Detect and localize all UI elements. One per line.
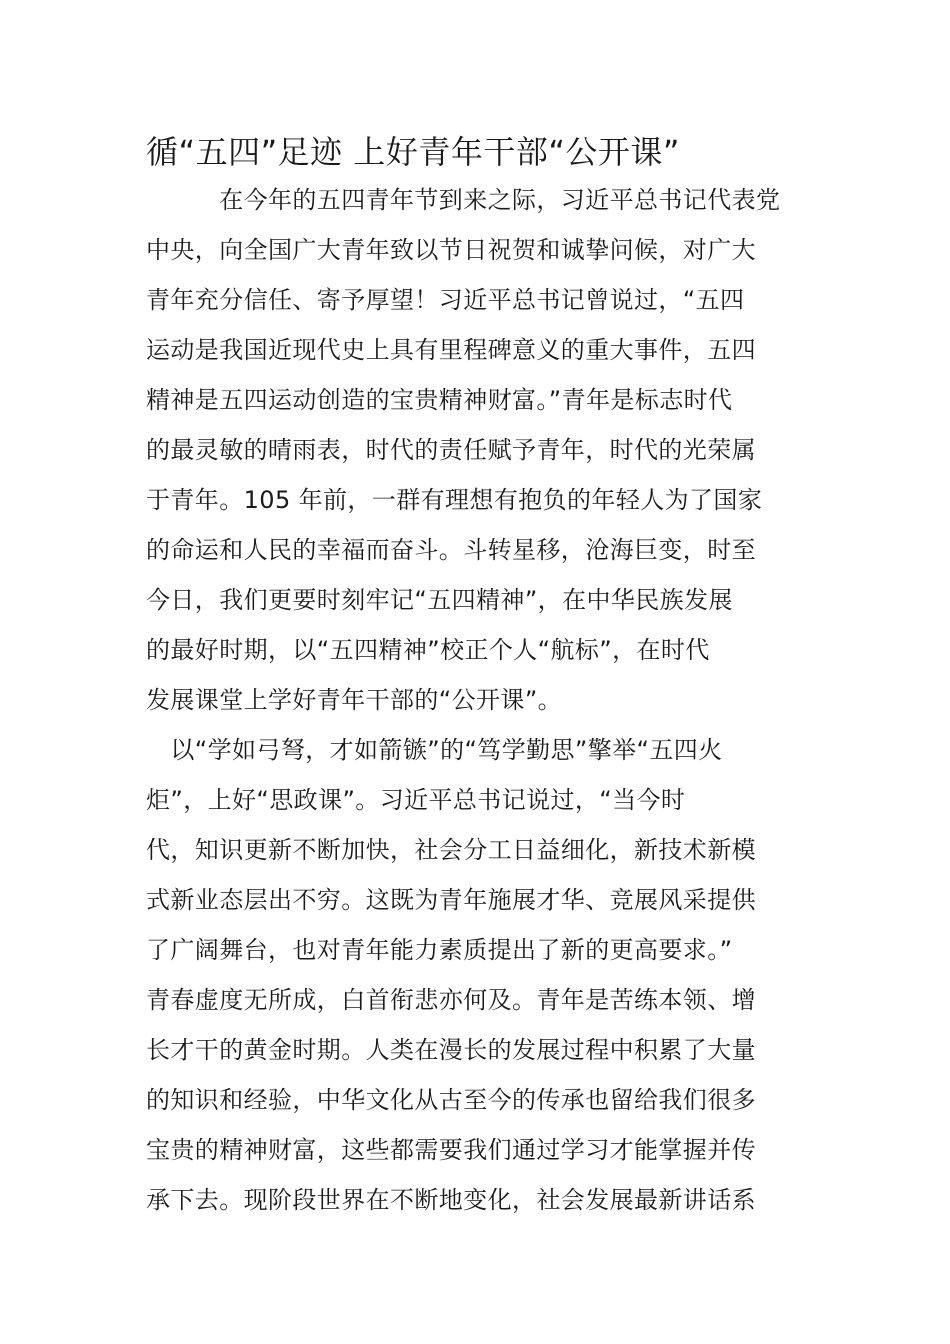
body-line: 代，知识更新不断加快，社会分工日益细化，新技术新模: [146, 836, 756, 864]
body-line: 青春虚度无所成，白首衔悲亦何及。青年是苦练本领、增: [146, 986, 756, 1014]
body-line: 于青年。105 年前，一群有理想有抱负的年轻人为了国家: [146, 486, 763, 514]
body-line: 宝贵的精神财富，这些都需要我们通过学习才能掌握并传: [146, 1136, 756, 1164]
body-line: 以“学如弓弩，才如箭镞”的“笃学勤思”擎举“五四火: [146, 736, 723, 764]
body-line: 的知识和经验，中华文化从古至今的传承也留给我们很多: [146, 1086, 756, 1114]
body-line: 精神是五四运动创造的宝贵精神财富。”青年是标志时代: [146, 386, 733, 414]
body-line: 炬”，上好“思政课”。习近平总书记说过，“当今时: [146, 786, 686, 814]
body-line: 的最好时期，以“五四精神”校正个人“航标”，在时代: [146, 636, 710, 664]
body-line: 承下去。现阶段世界在不断地变化，社会发展最新讲话系: [146, 1186, 756, 1214]
body-line: 中央，向全国广大青年致以节日祝贺和诚挚问候，对广大: [146, 236, 756, 264]
body-line: 发展课堂上学好青年干部的“公开课”。: [146, 686, 563, 714]
body-line: 长才干的黄金时期。人类在漫长的发展过程中积累了大量: [146, 1036, 756, 1064]
document-title: 循“五四”足迹 上好青年干部“公开课”: [146, 133, 680, 171]
body-line: 了广阔舞台，也对青年能力素质提出了新的更高要求。”: [146, 936, 733, 964]
body-line: 在今年的五四青年节到来之际，习近平总书记代表党: [146, 186, 781, 214]
body-line: 的最灵敏的晴雨表，时代的责任赋予青年，时代的光荣属: [146, 436, 756, 464]
body-line: 的命运和人民的幸福而奋斗。斗转星移，沧海巨变，时至: [146, 536, 756, 564]
body-line: 今日，我们更要时刻牢记“五四精神”，在中华民族发展: [146, 586, 733, 614]
body-line: 青年充分信任、寄予厚望！习近平总书记曾说过，“五四: [146, 286, 745, 314]
body-line: 式新业态层出不穷。这既为青年施展才华、竞展风采提供: [146, 886, 756, 914]
body-line: 运动是我国近现代史上具有里程碑意义的重大事件，五四: [146, 336, 756, 364]
